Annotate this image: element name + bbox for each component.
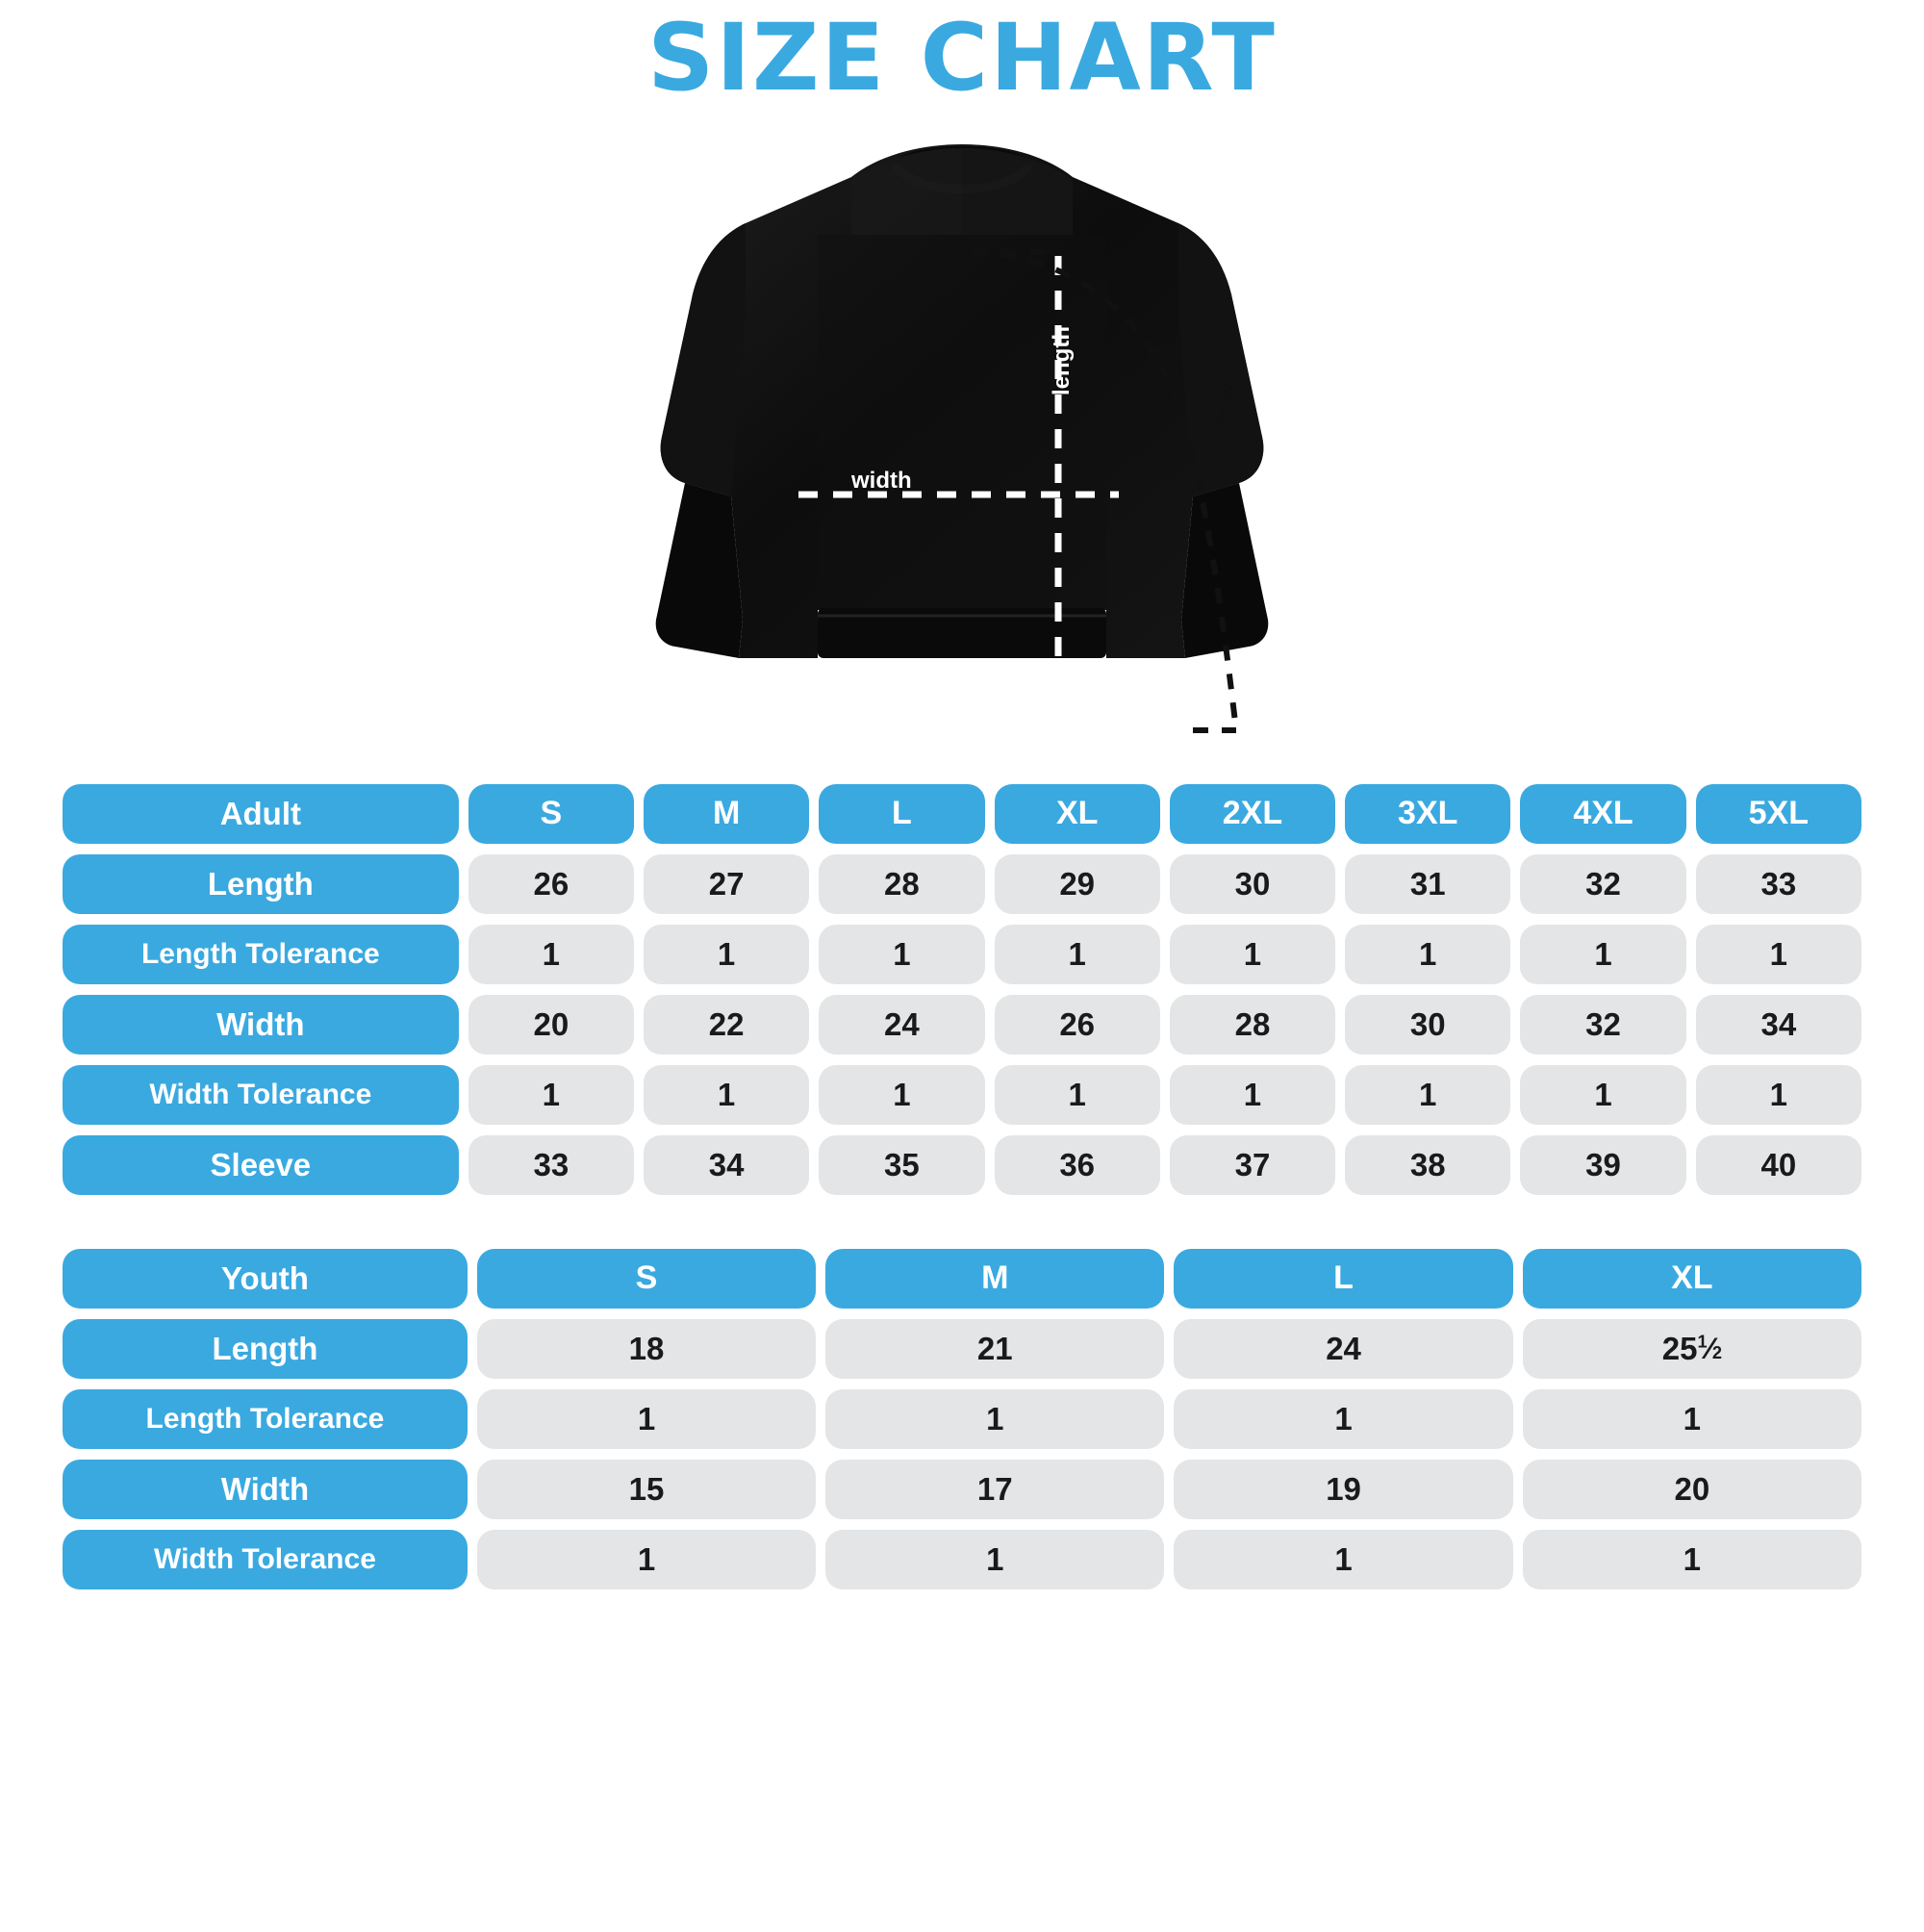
cell-width-xl: 26 [995,995,1160,1055]
youth-row-header-length-tolerance: Length Tolerance [63,1389,468,1449]
youth-cell-length-xl: 25 $^1$⁄2 [1523,1319,1861,1379]
youth-cell-length-l: 24 [1174,1319,1512,1379]
cell-length-tol-m: 1 [644,925,809,984]
youth-cell-width-tol-m: 1 [825,1530,1164,1589]
youth-column-header-l: L [1174,1249,1512,1309]
table-header-row [63,784,1861,844]
cell-length-3xl: 31 [1345,854,1510,914]
cell-sleeve-l: 35 [819,1135,984,1195]
column-header-2xl: 2XL [1170,784,1335,844]
youth-cell-length-tol-xl: 1 [1523,1389,1861,1449]
youth-cell-width-s: 15 [477,1460,816,1519]
column-header-m: M [644,784,809,844]
youth-size-table [53,1238,1871,1600]
table-row [63,1319,1861,1379]
youth-cell-width-l: 19 [1174,1460,1512,1519]
youth-table-title: Youth [63,1249,468,1309]
cell-width-s: 20 [468,995,634,1055]
cell-sleeve-2xl: 37 [1170,1135,1335,1195]
youth-cell-width-tol-l: 1 [1174,1530,1512,1589]
youth-cell-length-tol-m: 1 [825,1389,1164,1449]
table-row [63,1530,1861,1589]
youth-column-header-s: S [477,1249,816,1309]
column-header-s: S [468,784,634,844]
cell-sleeve-xl: 36 [995,1135,1160,1195]
cell-width-4xl: 32 [1520,995,1685,1055]
cell-length-tol-5xl: 1 [1696,925,1861,984]
table-row [63,995,1861,1055]
youth-cell-width-m: 17 [825,1460,1164,1519]
youth-cell-length-s: 18 [477,1319,816,1379]
table-row [63,1389,1861,1449]
youth-cell-length-m: 21 [825,1319,1164,1379]
cell-length-tol-xl: 1 [995,925,1160,984]
youth-cell-length-tol-l: 1 [1174,1389,1512,1449]
cell-length-5xl: 33 [1696,854,1861,914]
size-chart-page [0,4,1924,1932]
cell-length-xl: 29 [995,854,1160,914]
cell-length-2xl: 30 [1170,854,1335,914]
cell-sleeve-s: 33 [468,1135,634,1195]
youth-row-header-width-tolerance: Width Tolerance [63,1530,468,1589]
cell-length-tol-4xl: 1 [1520,925,1685,984]
row-header-length: Length [63,854,459,914]
youth-row-header-width: Width [63,1460,468,1519]
youth-cell-length-tol-s: 1 [477,1389,816,1449]
cell-length-tol-l: 1 [819,925,984,984]
cell-sleeve-m: 34 [644,1135,809,1195]
cell-sleeve-3xl: 38 [1345,1135,1510,1195]
row-header-width: Width [63,995,459,1055]
measurement-guides [0,110,1924,774]
cell-width-tol-5xl: 1 [1696,1065,1861,1125]
youth-column-header-xl: XL [1523,1249,1861,1309]
column-header-l: L [819,784,984,844]
page-title: SIZE CHART [647,4,1277,112]
cell-length-m: 27 [644,854,809,914]
cell-width-2xl: 28 [1170,995,1335,1055]
table-header-row [63,1249,1861,1309]
cell-sleeve-4xl: 39 [1520,1135,1685,1195]
cell-width-tol-3xl: 1 [1345,1065,1510,1125]
adult-size-table [53,774,1871,1206]
row-header-width-tolerance: Width Tolerance [63,1065,459,1125]
table-row [63,1065,1861,1125]
cell-width-5xl: 34 [1696,995,1861,1055]
table-row [63,925,1861,984]
column-header-4xl: 4XL [1520,784,1685,844]
cell-width-tol-2xl: 1 [1170,1065,1335,1125]
adult-table-title: Adult [63,784,459,844]
youth-column-header-m: M [825,1249,1164,1309]
cell-length-tol-2xl: 1 [1170,925,1335,984]
table-row [63,1135,1861,1195]
column-header-5xl: 5XL [1696,784,1861,844]
sleeve-label: sleeve [1202,374,1244,446]
length-label: length [1049,325,1075,395]
cell-length-tol-s: 1 [468,925,634,984]
youth-cell-width-tol-s: 1 [477,1530,816,1589]
youth-cell-width-tol-xl: 1 [1523,1530,1861,1589]
cell-length-s: 26 [468,854,634,914]
cell-width-tol-s: 1 [468,1065,634,1125]
width-label: width [851,467,912,494]
row-header-length-tolerance: Length Tolerance [63,925,459,984]
youth-row-header-length: Length [63,1319,468,1379]
cell-length-l: 28 [819,854,984,914]
garment-illustration [0,110,1924,774]
table-row [63,1460,1861,1519]
column-header-xl: XL [995,784,1160,844]
cell-width-m: 22 [644,995,809,1055]
cell-width-tol-m: 1 [644,1065,809,1125]
cell-width-l: 24 [819,995,984,1055]
cell-length-tol-3xl: 1 [1345,925,1510,984]
cell-width-tol-l: 1 [819,1065,984,1125]
youth-cell-width-xl: 20 [1523,1460,1861,1519]
table-divider [53,1206,1871,1238]
column-header-3xl: 3XL [1345,784,1510,844]
cell-width-tol-4xl: 1 [1520,1065,1685,1125]
cell-width-3xl: 30 [1345,995,1510,1055]
row-header-sleeve: Sleeve [63,1135,459,1195]
cell-sleeve-5xl: 40 [1696,1135,1861,1195]
cell-width-tol-xl: 1 [995,1065,1160,1125]
cell-length-4xl: 32 [1520,854,1685,914]
table-row [63,854,1861,914]
